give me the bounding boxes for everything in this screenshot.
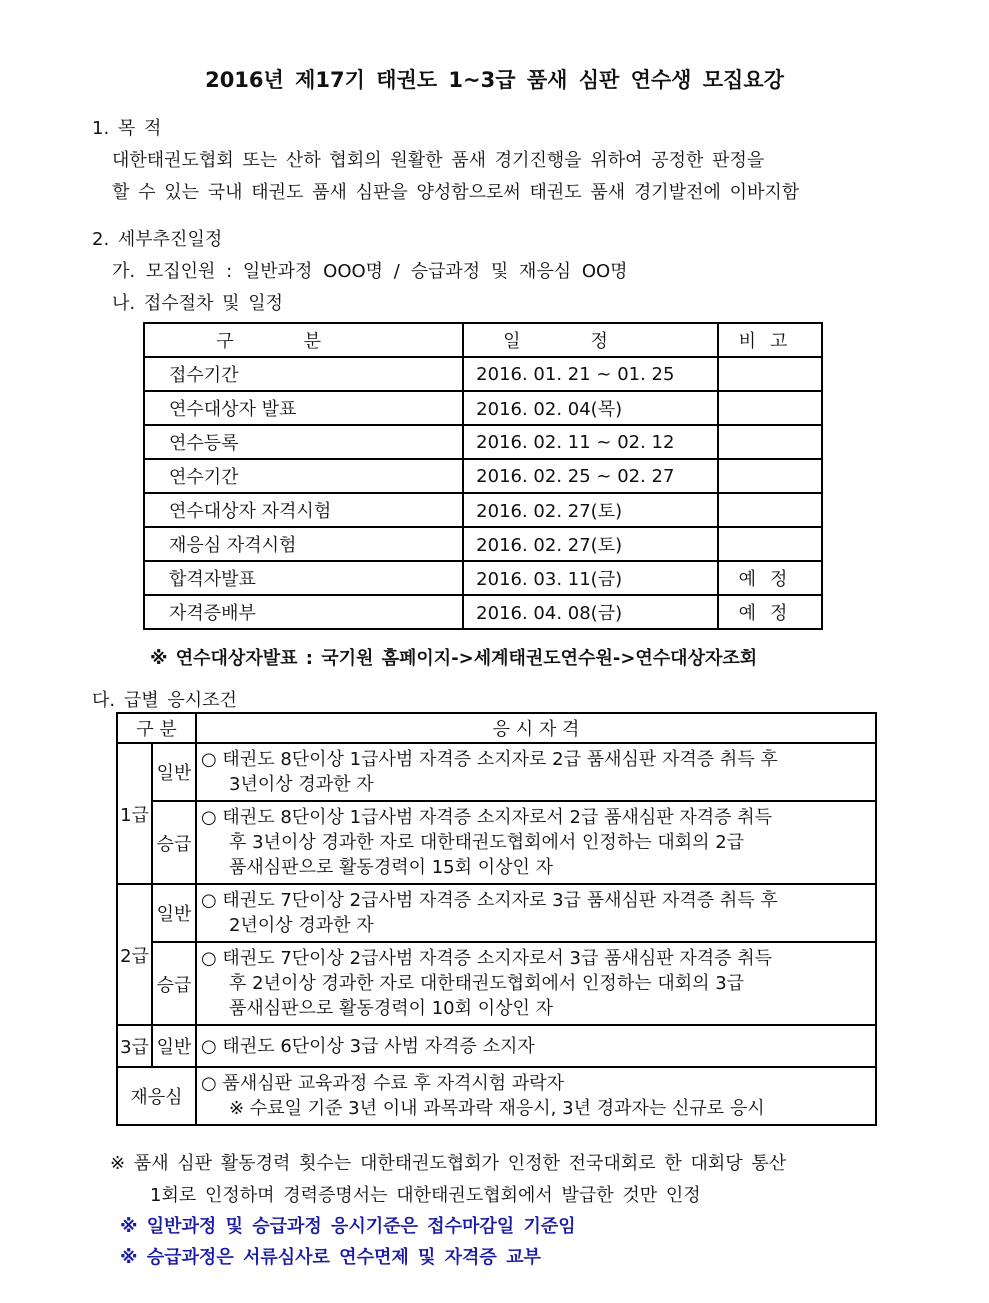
schedule-subheading: 나. 접수절차 및 일정 <box>112 293 283 314</box>
table-row <box>144 425 822 459</box>
table-row <box>144 595 822 629</box>
table-row <box>117 942 876 1025</box>
schedule-date: 2016. 02. 27(토) <box>463 493 718 527</box>
table-row <box>144 561 822 595</box>
section-c-heading: 다. 급별 응시조건 <box>92 690 237 711</box>
schedule-note: 예정 <box>718 561 822 595</box>
table-row <box>117 801 876 884</box>
schedule-date: 2016. 04. 08(금) <box>463 595 718 629</box>
schedule-footnote: ※ 연수대상자발표 : 국기원 홈페이지->세계태권도연수원->연수대상자조회 <box>150 648 758 669</box>
section2-heading: 2. 세부추진일정 <box>92 229 223 250</box>
qualification-line: ○ 품새심판 교육과정 수료 후 자격시험 과락자 <box>201 1073 565 1094</box>
section1-line1: 대한태권도협회 또는 산하 협회의 원활한 품새 경기진행을 위하여 공정한 판정을 <box>112 150 765 171</box>
section1-line2: 할 수 있는 국내 태권도 품새 심판을 양성함으로써 태권도 품새 경기발전에 이바지함 <box>112 182 800 203</box>
table-row <box>144 493 822 527</box>
track-cell: 일반 <box>152 1025 196 1067</box>
schedule-item: 재응심 자격시험 <box>144 527 463 561</box>
qualification-line: 후 3년이상 경과한 자로 대한태권도협회에서 인정하는 대회의 2급 <box>229 832 745 853</box>
schedule-date: 2016. 02. 11 ~ 02. 12 <box>463 425 718 459</box>
header-remark: 비고 <box>738 331 802 352</box>
qualification-line: ○ 태권도 6단이상 3급 사범 자격증 소지자 <box>201 1035 535 1057</box>
recruit-count: 가. 모집인원 : 일반과정 OOO명 / 승급과정 및 재응심 OO명 <box>112 261 628 282</box>
schedule-note <box>718 493 822 527</box>
header-category: 구분 <box>216 331 391 352</box>
reexam-cell: 재응심 <box>117 1067 196 1125</box>
grade-cell: 3급 <box>117 1025 152 1067</box>
table-row <box>144 459 822 493</box>
header-date: 일정 <box>503 331 678 352</box>
header-qualification: 응 시 자 격 <box>196 713 876 743</box>
conditions-table <box>116 712 877 1126</box>
schedule-header-row <box>144 323 822 357</box>
table-row <box>117 1025 876 1067</box>
qualification-line: ○ 태권도 8단이상 1급사범 자격증 소지자로 2급 품새심판 자격증 취득 후 <box>201 749 778 770</box>
qualification-cell <box>196 801 876 884</box>
schedule-date: 2016. 02. 25 ~ 02. 27 <box>463 459 718 493</box>
schedule-note <box>718 357 822 391</box>
schedule-note <box>718 527 822 561</box>
schedule-date: 2016. 02. 27(토) <box>463 527 718 561</box>
qualification-line: ○ 태권도 7단이상 2급사범 자격증 소지자로 3급 품새심판 자격증 취득 후 <box>201 890 778 911</box>
schedule-item: 자격증배부 <box>144 595 463 629</box>
schedule-item: 연수등록 <box>144 425 463 459</box>
table-row <box>117 884 876 942</box>
table-row <box>117 743 876 801</box>
schedule-date: 2016. 03. 11(금) <box>463 561 718 595</box>
qualification-line: 3년이상 경과한 자 <box>229 774 374 795</box>
table-row <box>144 357 822 391</box>
track-cell: 승급 <box>152 942 196 1025</box>
schedule-note: 예정 <box>718 595 822 629</box>
qualification-line: 품새심판으로 활동경력이 15회 이상인 자 <box>229 857 553 878</box>
qualification-cell <box>196 1067 876 1125</box>
schedule-item: 연수대상자 발표 <box>144 391 463 425</box>
track-cell: 일반 <box>152 743 196 801</box>
table-row <box>144 527 822 561</box>
schedule-item: 합격자발표 <box>144 561 463 595</box>
note-career-line2: 1회로 인정하며 경력증명서는 대한태권도협회에서 발급한 것만 인정 <box>150 1185 701 1206</box>
schedule-table <box>143 322 823 630</box>
schedule-date: 2016. 01. 21 ~ 01. 25 <box>463 357 718 391</box>
qualification-line: 후 2년이상 경과한 자로 대한태권도협회에서 인정하는 대회의 3급 <box>229 973 745 994</box>
note-criteria-date: ※ 일반과정 및 승급과정 응시기준은 접수마감일 기준임 <box>120 1216 576 1237</box>
qualification-cell <box>196 743 876 801</box>
schedule-item: 연수기간 <box>144 459 463 493</box>
schedule-item: 접수기간 <box>144 357 463 391</box>
qualification-cell <box>196 1025 876 1067</box>
schedule-note <box>718 459 822 493</box>
track-cell: 승급 <box>152 801 196 884</box>
qualification-line: ※ 수료일 기준 3년 이내 과목과락 재응시, 3년 경과자는 신규로 응시 <box>229 1098 765 1119</box>
qualification-cell <box>196 942 876 1025</box>
track-cell: 일반 <box>152 884 196 942</box>
page-title: 2016년 제17기 태권도 1~3급 품새 심판 연수생 모집요강 <box>205 68 784 92</box>
schedule-date: 2016. 02. 04(목) <box>463 391 718 425</box>
grade-cell: 1급 <box>117 743 152 884</box>
header-division: 구 분 <box>117 713 196 743</box>
qualification-line: ○ 태권도 7단이상 2급사범 자격증 소지자로서 3급 품새심판 자격증 취득 <box>201 948 773 969</box>
qualification-line: 품새심판으로 활동경력이 10회 이상인 자 <box>229 998 553 1019</box>
schedule-note <box>718 425 822 459</box>
note-career-line1: ※ 품새 심판 활동경력 횟수는 대한태권도협회가 인정한 전국대회로 한 대회당 통산 <box>110 1153 787 1174</box>
qualification-cell <box>196 884 876 942</box>
section1-heading: 1. 목 적 <box>92 118 162 139</box>
grade-cell: 2급 <box>117 884 152 1025</box>
conditions-header-row <box>117 713 876 743</box>
note-promotion-exempt: ※ 승급과정은 서류심사로 연수면제 및 자격증 교부 <box>120 1247 541 1268</box>
table-row <box>117 1067 876 1125</box>
qualification-line: ○ 태권도 8단이상 1급사범 자격증 소지자로서 2급 품새심판 자격증 취득 <box>201 807 773 828</box>
schedule-item: 연수대상자 자격시험 <box>144 493 463 527</box>
schedule-note <box>718 391 822 425</box>
qualification-line: 2년이상 경과한 자 <box>229 915 374 936</box>
table-row <box>144 391 822 425</box>
